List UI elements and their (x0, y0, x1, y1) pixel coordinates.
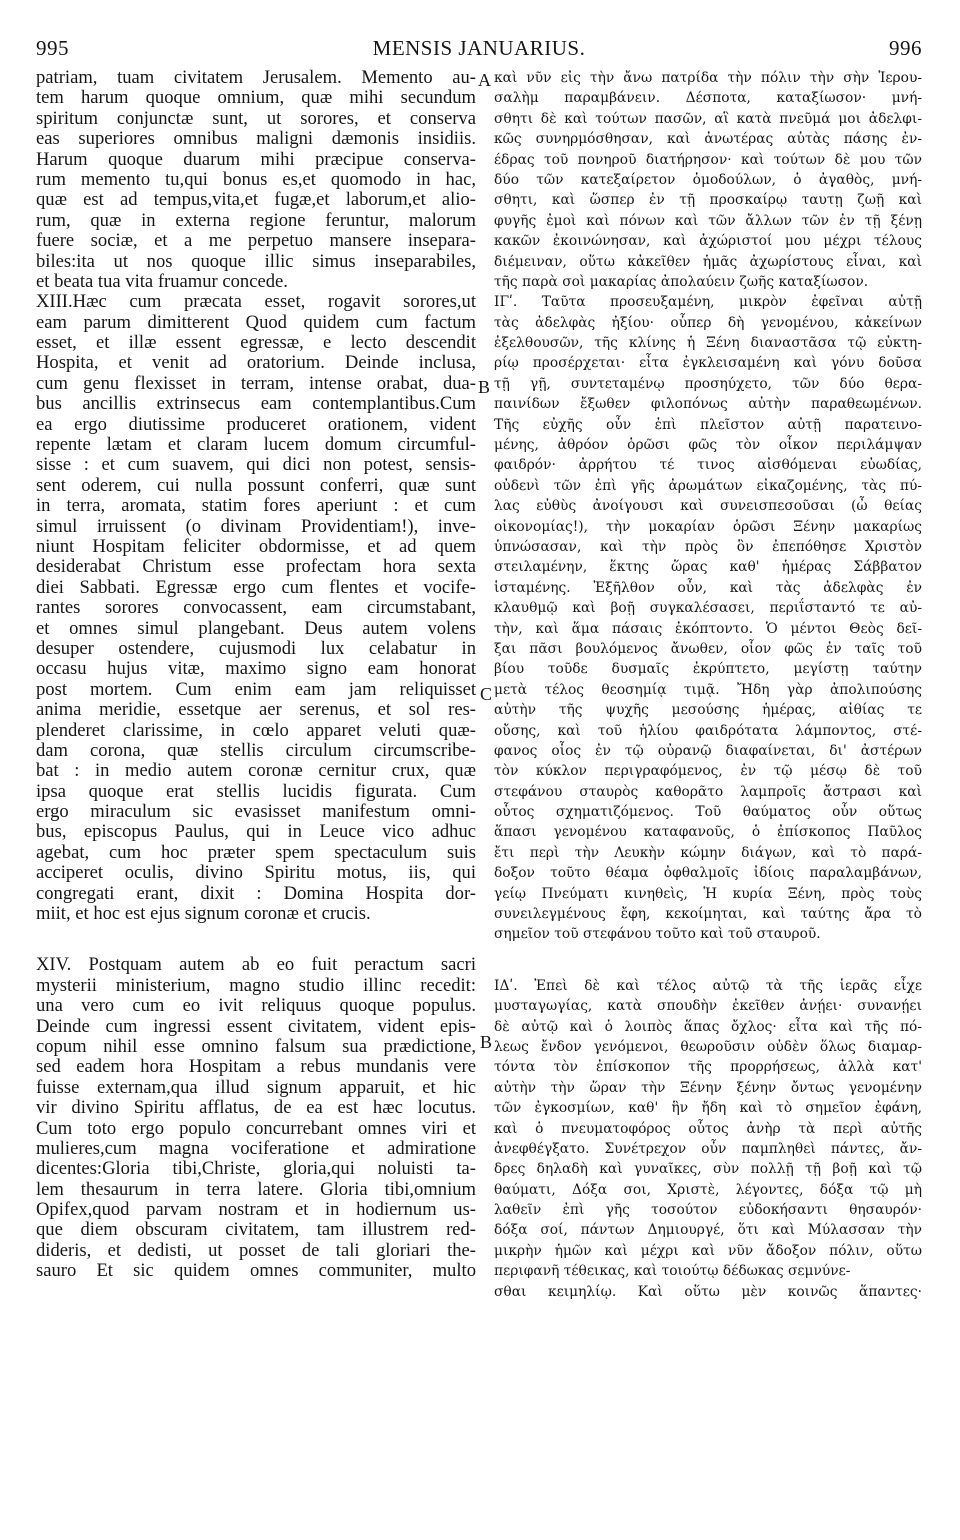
greek-line: οὐδενὶ τῶν ἐπὶ γῆς ἀρωμάτων εἰκαζομένης, τὰς πύ- (494, 477, 922, 494)
greek-line: λεως ἔνδον γενόμενοι, θεωροῦσιν οὐδὲν ὅλως διαμαρ- (494, 1038, 922, 1055)
greek-line: περιφανῆ τέθεικας, καὶ τοιούτῳ δέδωκας σεμνύνε- (494, 1263, 851, 1280)
latin-line: tem harum quoque omnium, quæ mihi secundum (36, 88, 476, 109)
latin-line: diei Sabbati. Egressæ ergo cum flentes et vocife- (36, 577, 476, 598)
latin-line: sauro Et sic quidem omnes communiter, multo (36, 1261, 476, 1282)
greek-line: δύο τῶν κατεξαίρετον ὁμοδούλων, ὁ ἀγαθὸς, μνή- (494, 171, 922, 188)
latin-line: bat : in medio autem coronæ cernitur crux, quæ (36, 761, 476, 782)
greek-line: καὶ νῦν εἰς τὴν ἄνω πατρίδα τὴν πόλιν τὴν σὴν Ἱερου- (494, 70, 922, 86)
greek-line: τὸν κύκλον περιγραφόμενος, ἐν τῷ μέσῳ δὲ τοῦ (494, 763, 922, 780)
latin-line: plenderet clarissime, in cœlo apparet veluti quæ- (36, 720, 476, 741)
greek-line: οἰκονομίας!), τὴν μοκαρίαν ὁρῶσι Ξένην μακαρίως (494, 518, 922, 535)
greek-line: ἅπασι γενομένου καταφανοῦς, ὁ ἐπίσκοπος Παῦλος (494, 824, 922, 841)
greek-line: κλαυθμῷ καὶ βοῇ συγκαλέσασει, περιΐσταντό τε αὐ- (494, 600, 922, 617)
latin-line: fuisse externam,qua illud signum apparuit, et hic (36, 1077, 476, 1098)
latin-line: copum nihil esse omnino falsum sua prædictione, (36, 1036, 476, 1057)
latin-line: rum memento tu,qui bonus es,et quomodo in hac, (36, 169, 476, 190)
latin-line: fuere sociæ, et a me perpetuo mansere insepara- (36, 231, 476, 252)
greek-line: δόξα σοί, πάντων Δημιουργέ, ὅτι καὶ Μύλασσαν τὴν (494, 1222, 922, 1239)
latin-line: anima meridie, essetque aer serenus, et sol res- (36, 700, 476, 721)
latin-line: bus, episcopus Paulus, qui in Leuce vico adhuc (36, 822, 476, 843)
greek-line: τῶν ἐγκοσμίων, καθ' ἣν ἤδη καὶ τὸ σημεῖον ἐφάνη, (494, 1100, 922, 1117)
greek-line: φαιδρόν· ἀρρήτου τέ τινος αἰσθόμεναι εὐωδίας, (494, 457, 922, 474)
greek-line: δρες δηλαδὴ καὶ γυναῖκες, σὺν πολλῇ τῇ βοῇ καὶ τῷ (494, 1161, 922, 1178)
latin-line: rantes sorores convocassent, eam circumstabant, (36, 598, 476, 619)
latin-line: Hospita, et venit ad oratorium. Deinde inclusa, (36, 353, 476, 374)
latin-line: post mortem. Cum enim eam jam reliquisset (36, 679, 476, 700)
latin-line: sisse : et cum suavem, qui dici non potest, sensis- (36, 455, 476, 476)
greek-line: σημεῖον τοῦ στεφάνου τοῦτο καὶ τοῦ σταυροῦ. (494, 926, 821, 943)
margin-letter-b-second: B (480, 1032, 493, 1052)
latin-line: Cum toto ergo populo concurrebant omnes viri et (36, 1118, 476, 1139)
latin-line: eam parum dimitterent Quod quidem cum factum (36, 312, 476, 333)
latin-line: mulieres,cum magna vociferatione et admiratione (36, 1138, 476, 1159)
greek-line: τὴν, καὶ ἅμα πάσαις ἐκόπτοντο. Ὁ μέντοι Θεὸς δεῖ- (494, 620, 922, 637)
greek-line: μένης, ἀθρόον ὁρῶσι φῶς τὸν οἶκον περιλάμψαν (494, 437, 922, 454)
latin-line: dideris, et dedisti, ut posset de tali gloriari the- (36, 1240, 476, 1261)
greek-line: λαθεῖν ἐπὶ γῆς τοσούτον εὐδοκήσαντι θησαυρόν· (494, 1202, 922, 1219)
greek-line: λας εὐθὺς ἀνοίγουσι καὶ συνεισπεσοῦσαι (ὦ θείας (494, 498, 922, 515)
latin-line: ipsa quoque erat stellis lucidis figurata. Cum (36, 781, 476, 802)
greek-line: αὐτὴν τὴν ὥραν τὴν Ξένην ξένην ὄντως γενομένην (494, 1079, 922, 1096)
greek-column (494, 68, 922, 1302)
greek-line: σθαι κειμηλίῳ. Καὶ οὕτω μὲν κοινῶς ἅπαντες· (494, 1283, 922, 1300)
greek-line: τόντα τὸν ἐπίσκοπον τῆς προρρήσεως, ἀλλὰ κατ' (494, 1059, 922, 1076)
latin-line: sent oderem, cui nulla possunt conferri, quæ sunt (36, 475, 476, 496)
greek-line: στεφάνου σταυρὸς καθορᾶτο λαμπροῖς ἄστρασι καὶ (494, 783, 922, 800)
latin-line: simul irruissent (o divinam Providentiam!), inve- (36, 516, 476, 537)
greek-line: δοξον τοῦτο θέαμα ὀφθαλμοῖς ἰδίοις παραλαμβάνων, (494, 865, 922, 882)
greek-line: ἱσταμένης. Ἐξῆλθον οὖν, καὶ τὰς ἀδελφὰς ἐν (494, 579, 922, 596)
greek-line: βίου τοῦδε δυσμαῖς ἐκρύπτετο, μεγίστῃ ταύτην (494, 661, 922, 678)
greek-line: σαλὴμ παραμβάνειν. Δέσποτα, καταξίωσον· μνή- (494, 90, 922, 107)
latin-line: ea ergo diutissime produceret orationem, vident (36, 414, 476, 435)
latin-line: cum genu flexisset in terram, intense orabat, dua- (36, 373, 476, 394)
latin-line: occasu hujus vitæ, maximo signo eam honorat (36, 659, 476, 680)
latin-line: eas superiores omnibus maligni dæmonis insidiis. (36, 129, 476, 150)
greek-line: θαύματι, Δόξα σοι, Χριστὲ, λέγοντες, δόξα τῷ μὴ (494, 1181, 922, 1198)
greek-line: φυγῆς ἐμοὶ καὶ πόνων καὶ τῶν ἄλλων τῶν ἐν τῇ ξένῃ (494, 212, 922, 229)
greek-line: στειλαμένην, ἕκτης ὥρας καθ' ἡμέρας Σάββατον (494, 559, 922, 576)
latin-line: Opifex,quod parvam nostram et in hodiernum us- (36, 1200, 476, 1221)
greek-line: καὶ ὁ πνευματοφόρος οὗτος ἀνὴρ τὰ περὶ αὐτῆς (494, 1120, 922, 1137)
greek-line: τῇ γῇ, συντεταμένῳ προσηύχετο, τῶν δύο θερα- (494, 375, 922, 392)
latin-line: desiderabat Christum esse profectam hora sexta (36, 557, 476, 578)
latin-line: spiritum conjunctæ sunt, ut sorores, et conserva (36, 108, 476, 129)
latin-line: dicentes:Gloria tibi,Christe, gloria,qui noluisti ta- (36, 1159, 476, 1180)
greek-line: τῆς παρὰ σοὶ μακαρίας ἀπολαύειν ζωῆς καταξίωσον. (494, 273, 869, 290)
latin-line: lem thesaurum in terra latere. Gloria tibi,omnium (36, 1179, 476, 1200)
latin-line: patriam, tuam civitatem Jerusalem. Memento au- (36, 68, 476, 88)
latin-line: repente lætam et claram lucem domum circumful- (36, 435, 476, 456)
latin-line: bus ancillis extrinsecus eam contemplantibus.Cum (36, 394, 476, 415)
latin-line: ergo miraculum sic evasisset manifestum omni- (36, 802, 476, 823)
greek-line: ἔτι περὶ τὴν Λευκὴν κώμην διάγων, καὶ τὸ παρά- (494, 844, 922, 861)
latin-line: biles:ita ut nos quoque illic simus inseparabiles, (36, 251, 476, 272)
latin-line: XIV. Postquam autem ab eo fuit peractum sacri (36, 955, 476, 976)
latin-line: sed eadem hora Hospitam a rebus mundanis vere (36, 1057, 476, 1078)
greek-line: συνειλεγμένους ἔφη, κεκοίμηται, καὶ ταύτης ἄρα τὸ (494, 906, 922, 923)
latin-line: vir divino Spiritu afflatus, de ea est hæc locutus. (36, 1098, 476, 1119)
greek-line: μυσταγωγίας, κατὰ σπουδὴν ἐκεῖθεν ἀνῄει· συνανῄει (494, 998, 922, 1015)
running-title: MENSIS JANUARIUS. (372, 35, 586, 60)
greek-line: κῶς συνηρμόσθησαν, καὶ ἀνωτέρας αὐτὰς πάσης ἐν- (494, 131, 922, 148)
greek-line: τὰς ἀδελφὰς ἠξίου· οὗπερ δὴ γενομένου, κἀκείνων (494, 314, 922, 331)
greek-line: ἀνεφθέγξατο. Συνέτρεχον οὖν παμπληθεὶ πάντες, ἄν- (494, 1140, 922, 1157)
greek-line: ἐξελθουσῶν, τῆς κλίνης ἡ Ξένη διαναστᾶσα τῷ εὐκτη- (494, 335, 922, 352)
section-gap (494, 945, 922, 976)
page-header (36, 34, 922, 62)
latin-line: dam corona, quæ stellis circulum circumscribe- (36, 740, 476, 761)
latin-line: XIII.Hæc cum præcata esset, rogavit sorores,ut (36, 292, 476, 313)
latin-line: Deinde cum ingressi essent civitatem, vident epis- (36, 1016, 476, 1037)
latin-line: miit, et hoc est ejus signum coronæ et crucis. (36, 904, 371, 925)
latin-line: Harum quoque duarum mihi præcipue conserva- (36, 149, 476, 170)
latin-column (36, 68, 476, 1282)
latin-line: desuper ostendere, cujusmodi lux celabatur in (36, 638, 476, 659)
latin-line: mysterii ministerium, magno studio illinc recedit: (36, 975, 476, 996)
margin-letter-c: C (480, 684, 493, 704)
greek-line: αὐτὴν τῆς ψυχῆς μεσούσης ἡμέρας, αἰθίας τε (494, 702, 922, 719)
greek-line: ρίῳ προσέρχεται· εἶτα ἐγκλεισαμένη καὶ γόνυ δοῦσα (494, 355, 922, 372)
latin-line: acciperet oculis, divino Spiritu motus, iis, qui (36, 863, 476, 884)
latin-line: rum, quæ in externa regione feruntur, malorum (36, 210, 476, 231)
greek-line: μετὰ τέλος θεοσημίᾳ τιμᾷ. Ἤδη γὰρ ἀπολιπούσης (494, 681, 922, 698)
greek-line: φανος οἷος ἐν τῷ οὐρανῷ διαφαίνεται, δι' ἀστέρων (494, 742, 922, 759)
greek-line: ὑπνώσασαν, καὶ τὴν πρὸς ὃν ἐπεπόθησε Χριστὸν (494, 538, 922, 555)
latin-line: quæ est ad tempus,vita,et fugæ,et laborum,et alio- (36, 190, 476, 211)
latin-line: niunt Hospitam feliciter obdormisse, et ad quem (36, 536, 476, 557)
greek-line: δὲ αὐτῷ καὶ ὁ λοιπὸς ἅπας ὄχλος· εἶτα καὶ τῆς πό- (494, 1018, 922, 1035)
greek-line: γείῳ Πνεύματι κινηθεὶς, Ἡ κυρία Ξένη, πρὸς τοὺς (494, 885, 922, 902)
page-number-right: 996 (888, 35, 922, 60)
latin-line: et omnes simul plangebant. Deus autem volens (36, 618, 476, 639)
greek-line: κακῶν ἐκοινώνησαν, καὶ ἀχώριστοί μου μέχρι τέλους (494, 233, 922, 250)
latin-line: esset, et illæ essent egressæ, e lecto descendit (36, 333, 476, 354)
section-gap (36, 924, 476, 955)
greek-line: έδρας τοῦ πονηροῦ διατήρησον· καὶ τούτων δὲ μου τῶν (494, 151, 922, 168)
latin-line: et beata tua vita fruamur concede. (36, 271, 288, 292)
page-number-left: 995 (36, 35, 69, 60)
latin-line: in terra, aromata, statim fores aperiunt : et cum (36, 496, 476, 517)
greek-line: διέμειναν, οὕτω κἀκεῖθεν ἡμᾶς ἀχωρίστους εἶναι, καὶ (494, 253, 922, 270)
greek-line: παινίδων ἔξωθεν φιλοπόνως αὐτὴν παραθεωμένων. (494, 396, 922, 413)
greek-line: Τῆς εὐχῆς οὖν ἐπὶ πλεῖστον αὐτῇ παρατεινο- (494, 416, 922, 433)
latin-line: una vero cum eo ivit reliquus quoque populus. (36, 996, 476, 1017)
greek-line: μικρὴν ἡμῶν καὶ μέχρι καὶ νῦν ἄδοξον πόλιν, οὕτω (494, 1242, 922, 1259)
greek-line: σθητι, καὶ ὥσπερ ἐν τῇ προσκαίρῳ ταυτῃ ζωῇ καὶ (494, 192, 922, 209)
margin-letter-b: B (478, 377, 491, 397)
latin-line: agebat, cum hoc præter spem spectaculum suis (36, 842, 476, 863)
greek-line: σθητι δὲ καὶ τούτων πασῶν, αἳ κατὰ πνεῦμά μοι ἀδελφι- (494, 110, 922, 127)
greek-line: ξαι πᾶσι βουλόμενος ἄνωθεν, οἷον φῶς ἐν ταῖς τοῦ (494, 640, 922, 657)
margin-letter-a: A (478, 70, 491, 90)
greek-line: οὔσης, καὶ τοῦ ἡλίου φαιδρότατα λάμποντος, στέ- (494, 722, 922, 739)
latin-line: congregati erant, dixit : Domina Hospita dor- (36, 883, 476, 904)
greek-line: ΙΔʹ. Ἐπεὶ δὲ καὶ τέλος αὐτῷ τὰ τῆς ἱερᾶς εἶχε (494, 977, 922, 994)
greek-line: οὗτος σχηματιζόμενος. Τοῦ θαύματος οὖν οὕτως (494, 804, 922, 821)
latin-line: que diem obscuram civitatem, tam illustrem red- (36, 1220, 476, 1241)
greek-line: ΙΓʹ. Ταῦτα προσευξαμένη, μικρὸν ἐφεῖναι αὐτῇ (494, 294, 922, 311)
